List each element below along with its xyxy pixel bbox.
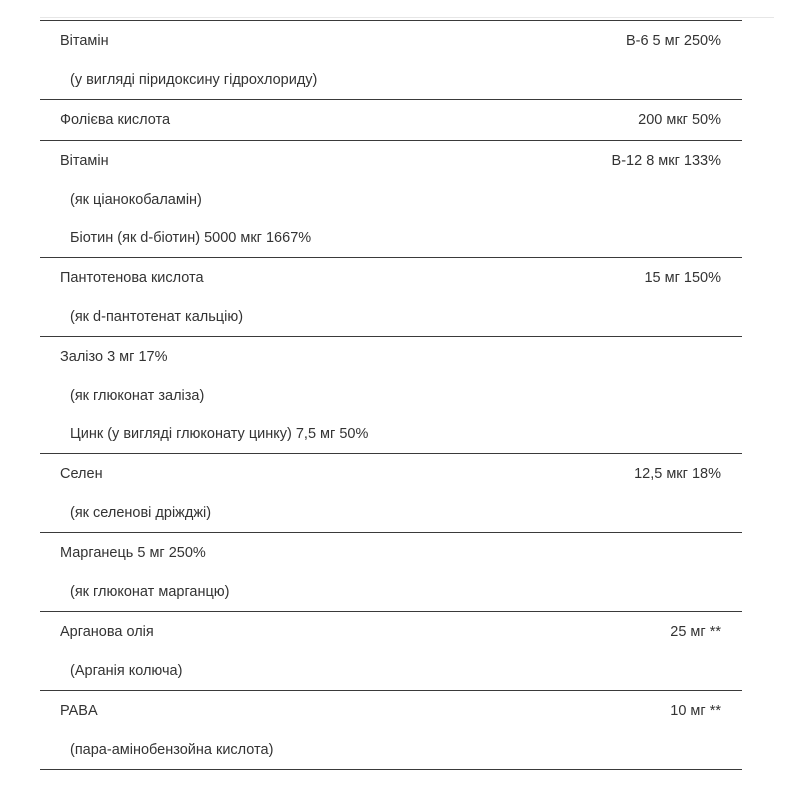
ingredient-note: (як ціанокобаламін) — [70, 192, 202, 208]
table-row — [40, 532, 742, 611]
row-note-line — [60, 377, 721, 415]
row-main-line — [60, 337, 721, 377]
ingredient-value: 15 мг 150% — [644, 270, 721, 286]
row-note-line — [60, 181, 721, 219]
table-row — [40, 611, 742, 690]
ingredient-extra: Цинк (у вигляді глюконату цинку) 7,5 мг 50% — [70, 426, 369, 442]
ingredient-name: Вітамін — [60, 33, 109, 49]
row-main-line — [60, 21, 721, 61]
ingredient-note: (у вигляді піридоксину гідрохлориду) — [70, 72, 318, 88]
ingredient-note: (як селенові дріжджі) — [70, 505, 212, 521]
ingredient-note: (як глюконат марганцю) — [70, 584, 230, 600]
ingredient-extra: Біотин (як d-біотин) 5000 мкг 1667% — [70, 230, 312, 246]
ingredient-name: Арганова олія — [60, 624, 154, 640]
nutrition-table — [40, 20, 742, 770]
row-note-line — [60, 61, 721, 99]
table-row — [40, 690, 742, 770]
table-row — [40, 453, 742, 532]
ingredient-note: (як глюконат заліза) — [70, 388, 205, 404]
ingredient-name: Пантотенова кислота — [60, 270, 204, 286]
ingredient-value: 25 мг ** — [670, 624, 721, 640]
ingredient-name: Фолієва кислота — [60, 112, 171, 128]
row-main-line — [60, 454, 721, 494]
row-main-line — [60, 691, 721, 731]
top-divider — [40, 17, 774, 18]
row-main-line — [60, 258, 721, 298]
table-row — [40, 99, 742, 140]
ingredient-value: 10 мг ** — [670, 703, 721, 719]
row-note-line — [60, 731, 721, 769]
ingredient-note: (як d-пантотенат кальцію) — [70, 309, 244, 325]
table-row — [40, 20, 742, 99]
ingredient-value: B-6 5 мг 250% — [625, 33, 721, 49]
row-main-line — [60, 533, 721, 573]
ingredient-value: B-12 8 мкг 133% — [611, 153, 721, 169]
ingredient-name: Селен — [60, 466, 103, 482]
row-note-line — [60, 298, 721, 336]
ingredient-name: Вітамін — [60, 153, 109, 169]
row-note-line — [60, 494, 721, 532]
ingredient-note: (пара-амінобензойна кислота) — [70, 742, 274, 758]
ingredient-name: Марганець 5 мг 250% — [60, 545, 206, 561]
ingredient-name: PABA — [60, 703, 98, 719]
row-note-line — [60, 652, 721, 690]
ingredient-value: 12,5 мкг 18% — [634, 466, 721, 482]
row-main-line — [60, 141, 721, 181]
table-row — [40, 257, 742, 336]
ingredient-name: Залізо 3 мг 17% — [60, 349, 168, 365]
ingredient-note: (Арганія колюча) — [70, 663, 183, 679]
row-extra-line — [60, 415, 721, 453]
ingredient-value: 200 мкг 50% — [638, 112, 721, 128]
table-row — [40, 336, 742, 453]
row-main-line — [60, 100, 721, 140]
row-main-line — [60, 612, 721, 652]
table-row — [40, 140, 742, 257]
row-extra-line — [60, 219, 721, 257]
row-note-line — [60, 573, 721, 611]
